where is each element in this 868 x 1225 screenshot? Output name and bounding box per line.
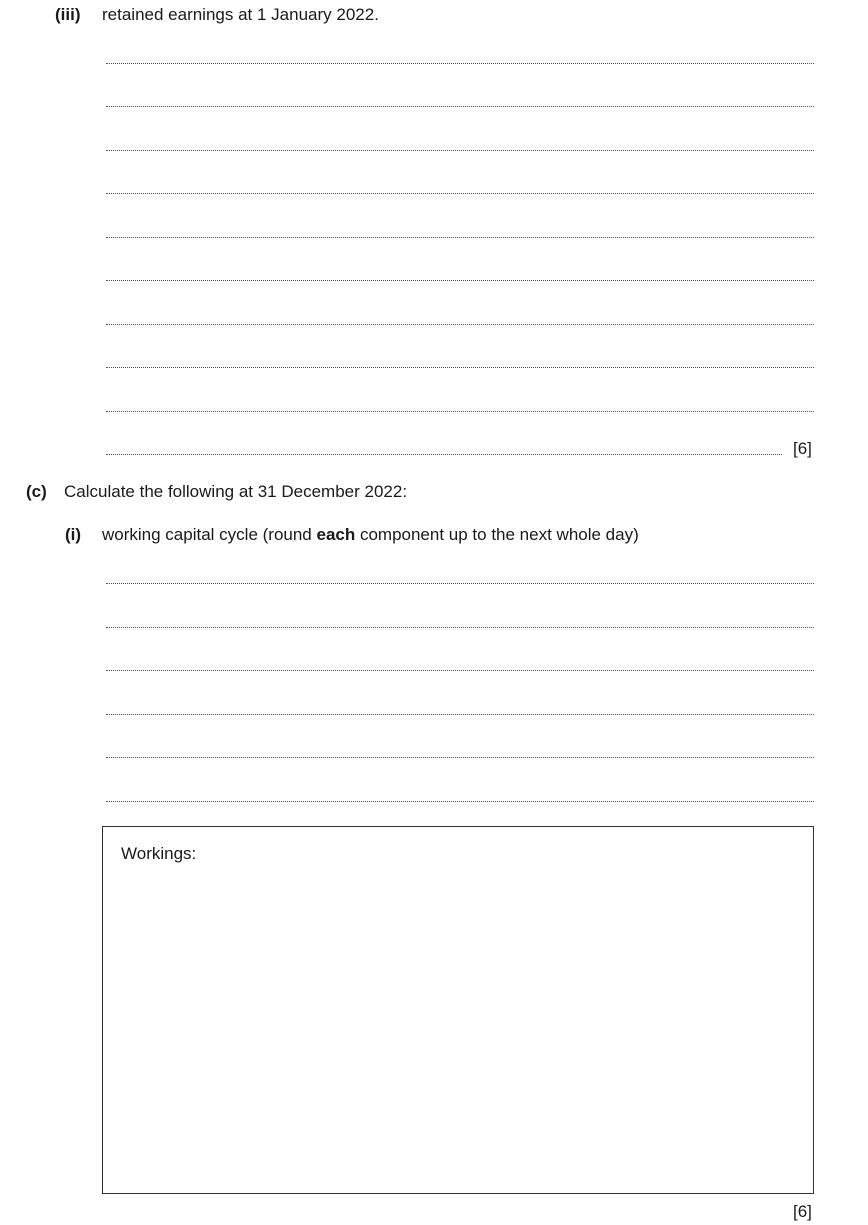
marks-iii: [6] [793, 439, 812, 458]
answer-line[interactable] [106, 757, 814, 758]
answer-line[interactable] [106, 193, 814, 194]
question-text-c: Calculate the following at 31 December 2022: [64, 482, 408, 501]
question-number-c-i: (i) [65, 525, 82, 544]
answer-line[interactable] [106, 324, 814, 325]
answer-line[interactable] [106, 411, 814, 412]
answer-line[interactable] [106, 801, 814, 802]
answer-line[interactable] [106, 280, 814, 281]
question-number-iii: (iii) [55, 5, 81, 24]
question-number-c: (c) [26, 482, 47, 501]
answer-line[interactable] [106, 454, 782, 455]
question-text-c-i: working capital cycle (round each component up to the next whole day) [102, 525, 639, 544]
answer-line[interactable] [106, 106, 814, 107]
answer-line[interactable] [106, 63, 814, 64]
workings-label: Workings: [121, 844, 197, 863]
answer-line[interactable] [106, 670, 814, 671]
answer-line[interactable] [106, 627, 814, 628]
answer-line[interactable] [106, 150, 814, 151]
marks-c-i: [6] [793, 1202, 812, 1221]
question-text-iii: retained earnings at 1 January 2022. [102, 5, 379, 24]
answer-line[interactable] [106, 237, 814, 238]
answer-line[interactable] [106, 367, 814, 368]
answer-line[interactable] [106, 583, 814, 584]
workings-box[interactable] [102, 826, 814, 1194]
answer-line[interactable] [106, 714, 814, 715]
